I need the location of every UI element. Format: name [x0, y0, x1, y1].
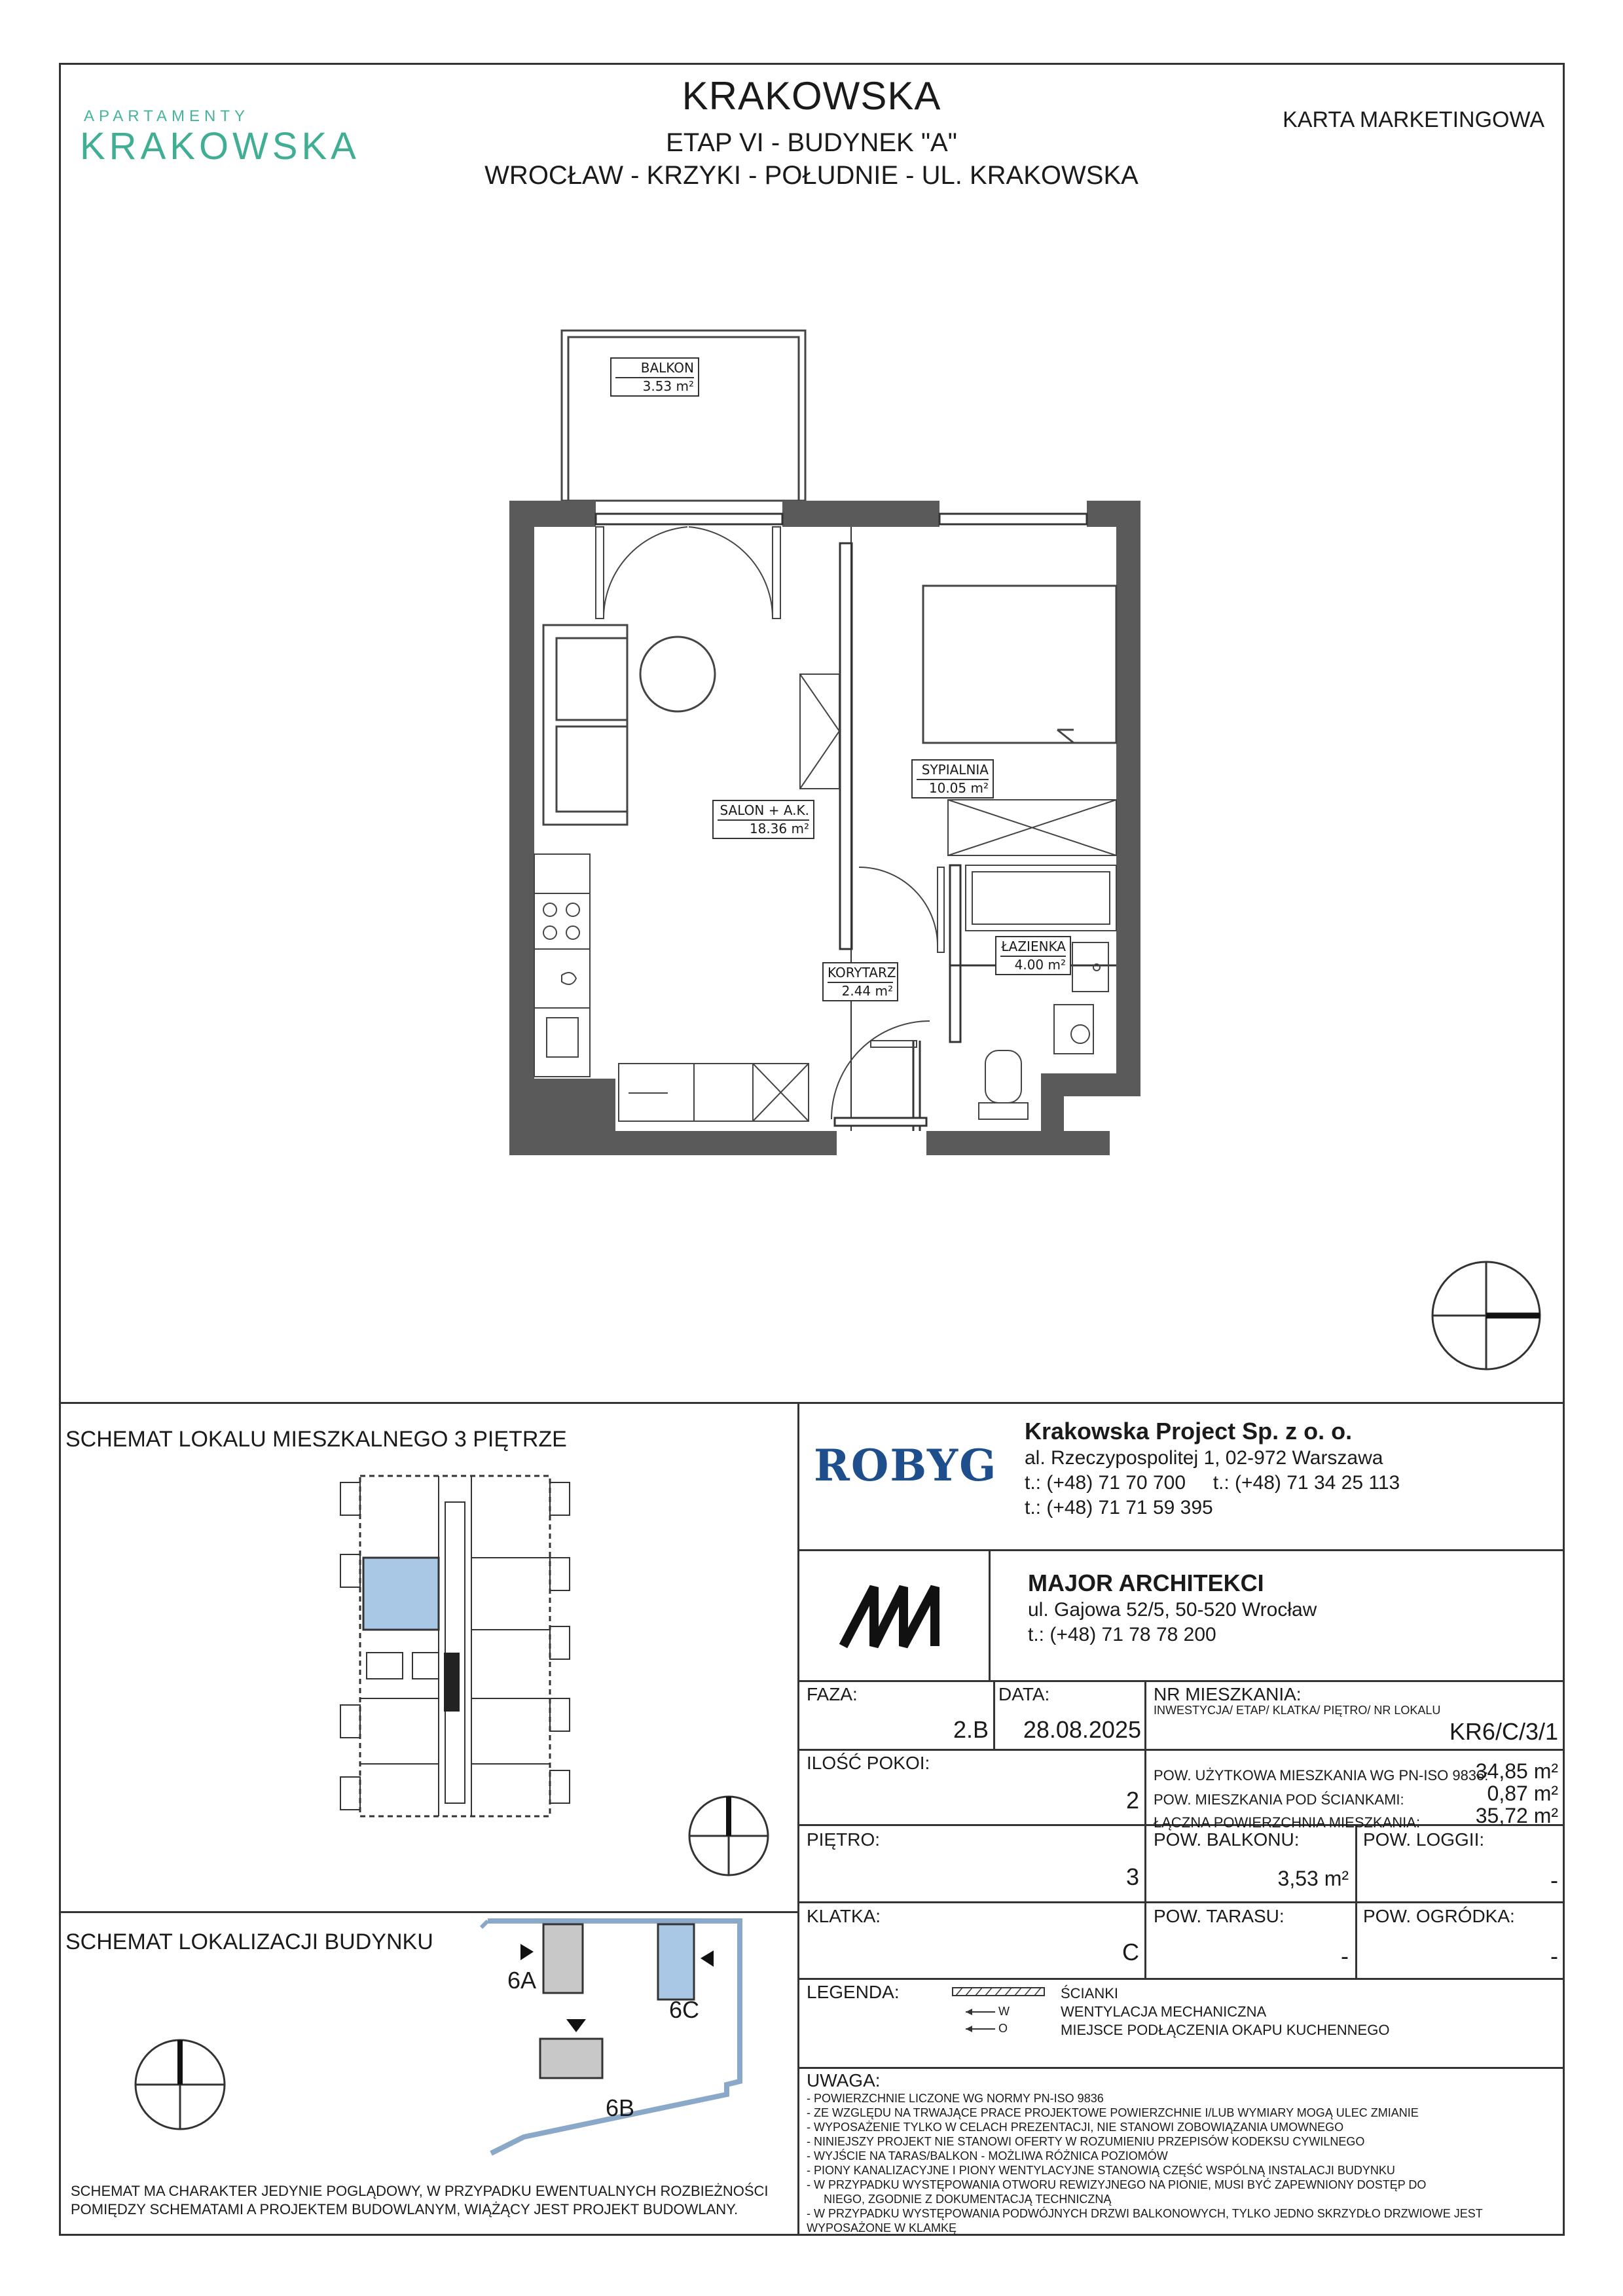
pietro-value: 3 — [1125, 1863, 1139, 1890]
windows — [596, 514, 1087, 1126]
room-label-korytarz: KORYTARZ 2.44 m² — [822, 962, 898, 1001]
building-6c-label: 6C — [669, 1996, 700, 2023]
uwaga-line: WYPOSAŻONE W KLAMKĘ — [807, 2221, 957, 2234]
compass-floor-icon — [686, 1793, 771, 1878]
room-label-balkon: BALKON 3.53 m² — [610, 357, 699, 397]
pow-uzytkowa-value: 34,85 m² — [1475, 1759, 1558, 1783]
architect-name: MAJOR ARCHITEKCI — [1028, 1570, 1264, 1596]
divider — [1355, 1824, 1357, 1978]
klatka-value: C — [1122, 1939, 1139, 1965]
sofa — [543, 625, 627, 825]
uwaga-line: - PIONY KANALIZACYJNE I PIONY WENTYLACYJNE STANOWIĄ CZĘŚĆ WSPÓLNĄ INSTALACJI BUDYNKU — [807, 2164, 1395, 2177]
faza-label: FAZA: — [807, 1684, 858, 1704]
divider — [797, 1680, 1565, 1682]
divider — [797, 1402, 799, 2236]
architect-address: ul. Gajowa 52/5, 50-520 Wrocław — [1028, 1599, 1317, 1621]
balcony-doors — [596, 527, 780, 619]
divider — [1144, 1680, 1146, 1978]
legend-item: MIEJSCE PODŁĄCZENIA OKAPU KUCHENNEGO — [1061, 2022, 1390, 2038]
highlighted-unit — [363, 1558, 439, 1630]
uwaga-line: - WYPOSAŻENIE TYLKO W CELACH PREZENTACJI, NIE STANOWI ZOBOWIĄZANIA UMOWNEGO — [807, 2121, 1344, 2134]
nr-sublabel: INWESTYCJA/ ETAP/ KLATKA/ PIĘTRO/ NR LOKALU — [1154, 1704, 1441, 1717]
uwaga-line: - POWIERZCHNIE LICZONE WG NORMY PN-ISO 9836 — [807, 2092, 1104, 2105]
compass-main-icon — [1427, 1257, 1545, 1374]
developer-phone: t.: (+48) 71 71 59 395 — [1025, 1497, 1213, 1518]
pietro-label: PIĘTRO: — [807, 1829, 881, 1850]
nr-value: KR6/C/3/1 — [1449, 1718, 1558, 1745]
uwaga-line: - NINIEJSZY PROJEKT NIE STANOWI OFERTY W ROZUMIENIU PRZEPISÓW KODEKSU CYWILNEGO — [807, 2135, 1365, 2148]
data-label: DATA: — [998, 1684, 1050, 1704]
legend-symbol-o: O — [998, 2022, 1008, 2035]
disclaimer-line: POMIĘDZY SCHEMATAMI A PROJEKTEM BUDOWLANYM, WIĄŻĄCY JEST PROJEKT BUDOWLANY. — [71, 2201, 739, 2217]
major-architekci-logo-icon — [838, 1581, 949, 1653]
architect-phone: t.: (+48) 71 78 78 200 — [1028, 1624, 1216, 1645]
floor-scheme-diagram — [334, 1463, 589, 1842]
pow-scianki-label: POW. MIESZKANIA POD ŚCIANKAMI: — [1154, 1791, 1404, 1808]
divider — [797, 1749, 1565, 1751]
developer-address: al. Rzeczypospolitej 1, 02-972 Warszawa — [1025, 1447, 1383, 1469]
pokoi-label: ILOŚĆ POKOI: — [807, 1753, 930, 1773]
developer-phone: t.: (+48) 71 34 25 113 — [1213, 1472, 1400, 1494]
logo-krakowska: KRAKOWSKA — [80, 125, 360, 168]
pow-laczna-value: 35,72 m² — [1475, 1804, 1558, 1827]
wardrobe-hall — [800, 674, 839, 789]
developer-name: Krakowska Project Sp. z o. o. — [1025, 1418, 1353, 1444]
nr-label: NR MIESZKANIA: — [1154, 1684, 1302, 1704]
pokoi-value: 2 — [1125, 1787, 1139, 1814]
uwaga-line: - W PRZYPADKU WYSTĘPOWANIA OTWORU REWIZYJNEGO NA PIONIE, MUSI BYĆ ZAPEWNIONY DOSTĘP DO — [807, 2178, 1427, 2191]
balkon-label: POW. BALKONU: — [1154, 1829, 1300, 1850]
loggia-label: POW. LOGGII: — [1363, 1829, 1485, 1850]
uwaga-line: - W PRZYPADKU WYSTĘPOWANIA PODWÓJNYCH DRZWI BALKONOWYCH, TYLKO JEDNO SKRZYDŁO DRZWIOWE JEST — [807, 2207, 1483, 2220]
location-scheme-title: SCHEMAT LOKALIZACJI BUDYNKU — [65, 1929, 433, 1954]
disclaimer-line: SCHEMAT MA CHARAKTER JEDYNIE POGLĄDOWY, W PRZYPADKU EWENTUALNYCH ROZBIEŻNOŚCI — [71, 2183, 769, 2199]
wardrobe-bedroom — [948, 800, 1116, 855]
developer-info — [1025, 1419, 1400, 1520]
divider — [797, 1549, 1565, 1551]
data-value: 28.08.2025 — [1023, 1716, 1141, 1743]
page-address: WROCŁAW - KRZYKI - POŁUDNIE - UL. KRAKOWSKA — [484, 161, 1139, 190]
hall-cabinets — [619, 1064, 809, 1121]
loggia-value: - — [1550, 1867, 1558, 1893]
divider — [797, 1978, 1565, 1980]
taras-value: - — [1341, 1943, 1349, 1969]
pow-uzytkowa-label: POW. UŻYTKOWA MIESZKANIA WG PN-ISO 9836: — [1154, 1767, 1489, 1784]
room-label-salon: SALON + A.K. 18.36 m² — [712, 800, 814, 839]
card-type: KARTA MARKETINGOWA — [1283, 107, 1544, 132]
pow-scianki-value: 0,87 m² — [1487, 1782, 1558, 1805]
divider — [797, 1901, 1565, 1903]
compass-location-icon — [131, 2036, 229, 2134]
developer-phone: t.: (+48) 71 70 700 — [1025, 1472, 1186, 1494]
bed — [923, 586, 1116, 743]
uwaga-line: NIEGO, ZGODNIE Z DOKUMENTACJĄ TECHNICZNĄ — [824, 2193, 1112, 2206]
round-table — [640, 637, 715, 711]
robyg-logo: ROBYG — [814, 1440, 998, 1491]
uwaga-notes — [807, 2091, 1483, 2235]
logo-apartamenty: APARTAMENTY — [84, 107, 250, 125]
architect-info — [1028, 1571, 1317, 1647]
divider — [797, 2067, 1565, 2069]
faza-value: 2.B — [953, 1716, 989, 1743]
pow-laczna-label: ŁĄCZNA POWIERZCHNIA MIESZKANIA: — [1154, 1814, 1421, 1831]
uwaga-line: - ZE WZGLĘDU NA TRWAJĄCE PRACE PROJEKTOWE POWIERZCHNIE I/LUB WYMIARY MOGĄ ULEC ZMIANIE — [807, 2106, 1419, 2119]
divider — [59, 1402, 1565, 1404]
room-label-sypialnia: SYPIALNIA 10.05 m² — [911, 759, 994, 798]
taras-label: POW. TARASU: — [1154, 1906, 1285, 1926]
building-6b-label: 6B — [606, 2094, 635, 2121]
klatka-label: KLATKA: — [807, 1906, 881, 1926]
balkon-value: 3,53 m² — [1277, 1867, 1349, 1890]
kitchen-counter — [534, 854, 590, 1077]
floor-scheme-title: SCHEMAT LOKALU MIESZKALNEGO 3 PIĘTRZE — [65, 1427, 567, 1452]
legend-item: WENTYLACJA MECHANICZNA — [1061, 2003, 1267, 2020]
ogrodek-label: POW. OGRÓDKA: — [1363, 1906, 1515, 1926]
room-label-lazienka: ŁAZIENKA 4.00 m² — [995, 936, 1071, 975]
uwaga-label: UWAGA: — [807, 2070, 881, 2090]
legend-symbol-w: W — [998, 2005, 1010, 2018]
floor-plan — [498, 324, 1159, 1168]
page-title: KRAKOWSKA — [682, 74, 941, 118]
location-scheme-diagram — [419, 1914, 786, 2157]
page-subtitle: ETAP VI - BUDYNEK "A" — [666, 128, 957, 157]
divider — [989, 1549, 991, 1680]
building-6a-label: 6A — [507, 1967, 537, 1994]
ogrodek-value: - — [1550, 1943, 1558, 1969]
legend-item: ŚCIANKI — [1061, 1985, 1119, 2001]
divider — [993, 1680, 995, 1749]
balcony-outline — [562, 331, 805, 501]
divider — [59, 1911, 799, 1913]
uwaga-line: - WYJŚCIE NA TARAS/BALKON - MOŻLIWA RÓŻNICA POZIOMÓW — [807, 2149, 1168, 2162]
legend-label: LEGENDA: — [807, 1982, 900, 2002]
